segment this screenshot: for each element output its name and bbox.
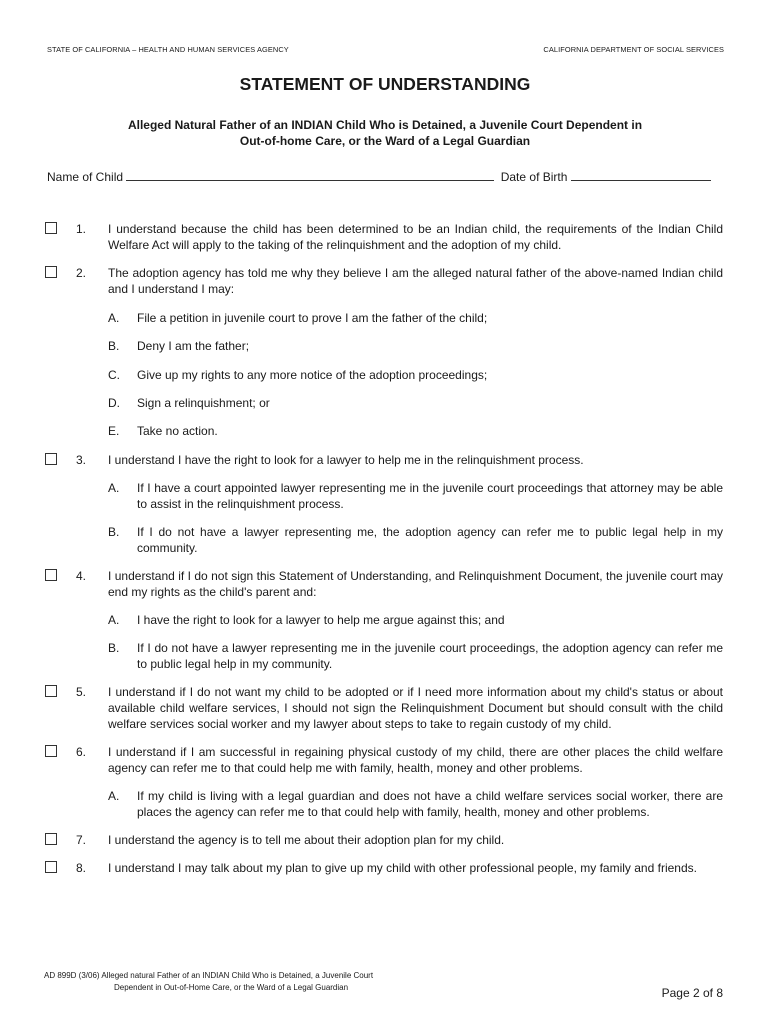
checkbox-item-3[interactable]	[45, 453, 57, 465]
item-number: 3.	[76, 453, 87, 467]
sub-item-text: Give up my rights to any more notice of the adoption proceedings;	[137, 368, 488, 382]
page-number: Page 2 of 8	[661, 986, 723, 1000]
subtitle-line-2: Out-of-home Care, or the Ward of a Legal Guardian	[239, 134, 531, 148]
item-number: 1.	[76, 222, 87, 236]
subtitle-line-1: Alleged Natural Father of an INDIAN Child Who is Detained, a Juvenile Court Dependent in	[127, 118, 643, 132]
child-info-line	[47, 169, 737, 184]
form-footer	[44, 970, 373, 994]
sub-item-text: Take no action.	[137, 424, 218, 438]
checkbox-item-8[interactable]	[45, 861, 57, 873]
item-number: 8.	[76, 861, 87, 875]
sub-item-letter: B.	[108, 525, 120, 539]
item-number: 5.	[76, 685, 87, 699]
item-text: I understand if I do not sign this Statement of Understanding, and Relinquishment Document, the juvenile court may end my rights as the child's parent and:	[108, 569, 723, 599]
footer-line-1: AD 899D (3/06) Alleged natural Father of an INDIAN Child Who is Detained, a Juvenile Court	[44, 971, 374, 980]
item-number: 4.	[76, 569, 87, 583]
item-number: 2.	[76, 266, 87, 280]
checkbox-item-2[interactable]	[45, 266, 57, 278]
item-text: I understand if I am successful in regaining physical custody of my child, there are other places the child welfare agency can refer me to that could help me with family, health, money and other problems.	[108, 745, 723, 775]
sub-item-letter: D.	[108, 396, 120, 410]
agency-header: STATE OF CALIFORNIA – HEALTH AND HUMAN SERVICES AGENCY	[47, 45, 289, 54]
sub-item-text: If I do not have a lawyer representing me, the adoption agency can refer me to public legal help in my community.	[137, 525, 723, 555]
sub-item-letter: E.	[108, 424, 120, 438]
sub-item-text: Deny I am the father;	[137, 339, 250, 353]
sub-item-letter: A.	[108, 481, 120, 495]
item-number: 7.	[76, 833, 87, 847]
item-text: I understand I may talk about my plan to give up my child with other professional people, my family and friends.	[108, 861, 697, 875]
date-of-birth-field[interactable]	[571, 169, 711, 181]
checkbox-item-7[interactable]	[45, 833, 57, 845]
item-text: I understand because the child has been determined to be an Indian child, the requirements of the Indian Child Welfare Act will apply to the taking of the relinquishment and the adoption of my child.	[108, 222, 723, 252]
child-name-label: Name of Child	[47, 170, 124, 184]
checkbox-item-5[interactable]	[45, 685, 57, 697]
item-number: 6.	[76, 745, 87, 759]
child-name-field[interactable]	[126, 169, 494, 181]
sub-item-letter: A.	[108, 613, 120, 627]
document-subtitle	[85, 117, 685, 149]
sub-item-text: If I do not have a lawyer representing me in the juvenile court proceedings, the adoption agency can refer me to public legal help in my community.	[137, 641, 723, 671]
sub-item-letter: B.	[108, 339, 120, 353]
item-text: I understand I have the right to look for a lawyer to help me in the relinquishment process.	[108, 453, 584, 467]
sub-item-text: I have the right to look for a lawyer to help me argue against this; and	[137, 613, 505, 627]
item-text: I understand if I do not want my child to be adopted or if I need more information about my child's status or about available child welfare services, I should not sign the Relinquishment Document but should consult with the child welfare services social worker and my lawyer about steps to take to regain custody of my child.	[108, 685, 723, 731]
sub-item-text: File a petition in juvenile court to prove I am the father of the child;	[137, 311, 488, 325]
sub-item-letter: A.	[108, 789, 120, 803]
sub-item-letter: B.	[108, 641, 120, 655]
item-text: I understand the agency is to tell me about their adoption plan for my child.	[108, 833, 505, 847]
sub-item-letter: A.	[108, 311, 120, 325]
sub-item-text: Sign a relinquishment; or	[137, 396, 270, 410]
sub-item-text: If my child is living with a legal guardian and does not have a child welfare services social worker, there are places the agency can refer me to that could help with family, health, money and other problems.	[137, 789, 723, 819]
footer-line-2: Dependent in Out-of-Home Care, or the Ward of a Legal Guardian	[114, 983, 349, 992]
sub-item-letter: C.	[108, 368, 120, 382]
sub-item-text: If I have a court appointed lawyer representing me in the juvenile court proceedings that attorney may be able to assist in the relinquishment process.	[137, 481, 723, 511]
checkbox-item-6[interactable]	[45, 745, 57, 757]
item-text: The adoption agency has told me why they believe I am the alleged natural father of the above-named Indian child and I understand I may:	[108, 266, 723, 296]
checkbox-item-4[interactable]	[45, 569, 57, 581]
document-title: STATEMENT OF UNDERSTANDING	[239, 74, 531, 94]
date-of-birth-label: Date of Birth	[500, 170, 568, 184]
department-header: CALIFORNIA DEPARTMENT OF SOCIAL SERVICES	[543, 45, 724, 54]
checkbox-item-1[interactable]	[45, 222, 57, 234]
